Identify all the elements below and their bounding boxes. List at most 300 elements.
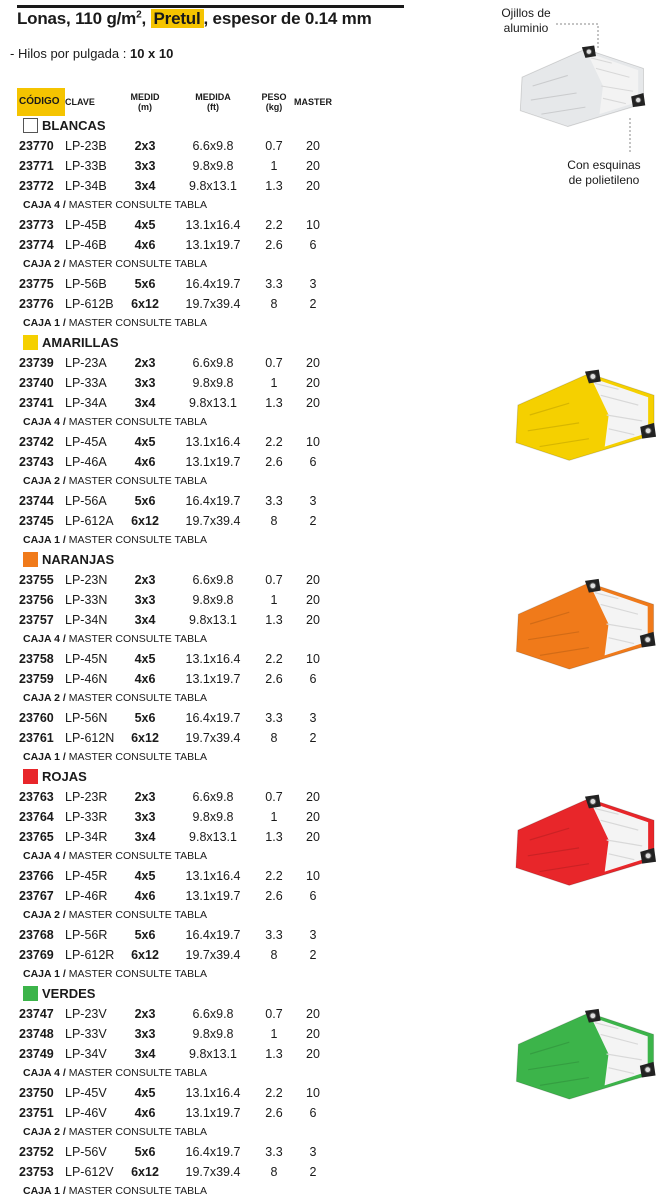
master-qty: 20 xyxy=(306,1047,320,1061)
master-qty: 10 xyxy=(306,1086,320,1100)
product-key: LP-56B xyxy=(65,277,107,291)
master-qty: 10 xyxy=(306,218,320,232)
tarp-image xyxy=(510,1005,658,1103)
product-key: LP-612R xyxy=(65,948,115,962)
weight-kg: 2.6 xyxy=(265,455,283,469)
packing-note xyxy=(17,255,335,274)
table-row xyxy=(17,827,335,847)
packing-note xyxy=(17,1064,335,1083)
table-row xyxy=(17,728,335,748)
table-row xyxy=(17,373,335,393)
note-text: MASTER CONSULTE TABLA xyxy=(68,1185,207,1197)
size-m: 2x3 xyxy=(134,790,156,804)
table-row xyxy=(17,1162,335,1182)
product-key: LP-56V xyxy=(65,1145,107,1159)
size-ft: 13.1x16.4 xyxy=(185,652,241,666)
master-qty: 20 xyxy=(306,790,320,804)
product-code: 23763 xyxy=(19,790,54,804)
product-code: 23776 xyxy=(19,297,54,311)
product-key: LP-45V xyxy=(65,1086,107,1100)
table-header xyxy=(17,88,335,116)
packing-note xyxy=(17,689,335,708)
col-dims: MEDIDA (ft) xyxy=(195,92,231,112)
size-ft: 19.7x39.4 xyxy=(185,1165,241,1179)
product-code: 23761 xyxy=(19,731,54,745)
weight-kg: 2.6 xyxy=(265,1106,283,1120)
weight-kg: 2.6 xyxy=(265,238,283,252)
product-code: 23760 xyxy=(19,711,54,725)
size-m: 4x5 xyxy=(134,218,156,232)
weight-kg: 1 xyxy=(270,376,278,390)
packing-note xyxy=(17,314,335,333)
product-code: 23756 xyxy=(19,593,54,607)
size-m: 5x6 xyxy=(134,711,156,725)
master-qty: 3 xyxy=(309,1145,317,1159)
master-qty: 6 xyxy=(309,238,317,252)
table-row xyxy=(17,274,335,294)
master-qty: 2 xyxy=(309,514,317,528)
col-key: CLAVE xyxy=(65,97,95,107)
size-m: 2x3 xyxy=(134,356,156,370)
packing-note xyxy=(17,748,335,767)
table-row xyxy=(17,353,335,373)
product-code: 23757 xyxy=(19,613,54,627)
size-ft: 9.8x13.1 xyxy=(189,1047,237,1061)
packing-note xyxy=(17,1182,335,1201)
note-box: CAJA 4 / xyxy=(23,633,66,645)
thread-count xyxy=(10,46,173,61)
size-m: 3x3 xyxy=(134,376,156,390)
product-code: 23765 xyxy=(19,830,54,844)
product-code: 23770 xyxy=(19,139,54,153)
table-row xyxy=(17,787,335,807)
product-key: LP-33A xyxy=(65,376,107,390)
section-title: VERDES xyxy=(42,986,96,1001)
product-key: LP-46A xyxy=(65,455,107,469)
product-code: 23767 xyxy=(19,889,54,903)
product-code: 23741 xyxy=(19,396,54,410)
master-qty: 2 xyxy=(309,731,317,745)
note-text: MASTER CONSULTE TABLA xyxy=(68,1126,207,1138)
size-ft: 16.4x19.7 xyxy=(185,711,241,725)
weight-kg: 2.2 xyxy=(265,869,283,883)
master-qty: 6 xyxy=(309,1106,317,1120)
size-ft: 6.6x9.8 xyxy=(192,1007,234,1021)
weight-kg: 2.2 xyxy=(265,1086,283,1100)
product-code: 23771 xyxy=(19,159,54,173)
packing-note xyxy=(17,413,335,432)
product-key: LP-46B xyxy=(65,238,107,252)
product-key: LP-34B xyxy=(65,179,107,193)
table-row xyxy=(17,511,335,531)
note-box: CAJA 1 / xyxy=(23,534,66,546)
master-qty: 20 xyxy=(306,1027,320,1041)
tarp-image xyxy=(506,42,656,130)
product-code: 23745 xyxy=(19,514,54,528)
table-row xyxy=(17,235,335,255)
size-ft: 16.4x19.7 xyxy=(185,928,241,942)
product-key: LP-45B xyxy=(65,218,107,232)
product-code: 23749 xyxy=(19,1047,54,1061)
product-code: 23766 xyxy=(19,869,54,883)
product-key: LP-33N xyxy=(65,593,108,607)
size-ft: 6.6x9.8 xyxy=(192,356,234,370)
product-code: 23740 xyxy=(19,376,54,390)
weight-kg: 0.7 xyxy=(265,1007,283,1021)
weight-kg: 3.3 xyxy=(265,494,283,508)
size-m: 4x6 xyxy=(134,889,156,903)
weight-kg: 2.2 xyxy=(265,652,283,666)
size-m: 3x3 xyxy=(134,159,156,173)
product-key: LP-45N xyxy=(65,652,108,666)
section-title: ROJAS xyxy=(42,769,87,784)
table-body xyxy=(17,116,335,1201)
note-box: CAJA 2 / xyxy=(23,475,66,487)
product-code: 23773 xyxy=(19,218,54,232)
thread-count-label: - Hilos por pulgada : xyxy=(10,46,127,61)
product-code: 23764 xyxy=(19,810,54,824)
weight-kg: 3.3 xyxy=(265,711,283,725)
size-m: 6x12 xyxy=(131,948,159,962)
tarp-image xyxy=(510,790,658,890)
table-row xyxy=(17,452,335,472)
corners-callout: Con esquinas de polietileno xyxy=(567,158,641,187)
table-row xyxy=(17,807,335,827)
size-ft: 9.8x13.1 xyxy=(189,396,237,410)
size-ft: 19.7x39.4 xyxy=(185,514,241,528)
product-code: 23759 xyxy=(19,672,54,686)
note-text: MASTER CONSULTE TABLA xyxy=(68,534,207,546)
product-code: 23775 xyxy=(19,277,54,291)
note-text: MASTER CONSULTE TABLA xyxy=(68,633,207,645)
packing-note xyxy=(17,196,335,215)
note-box: CAJA 4 / xyxy=(23,850,66,862)
thread-count-value: 10 x 10 xyxy=(129,46,174,61)
size-m: 3x3 xyxy=(134,810,156,824)
table-row xyxy=(17,1083,335,1103)
product-code: 23748 xyxy=(19,1027,54,1041)
size-m: 6x12 xyxy=(131,731,159,745)
section-header xyxy=(17,984,335,1004)
size-ft: 13.1x19.7 xyxy=(185,672,241,686)
color-swatch xyxy=(23,118,38,133)
table-row xyxy=(17,176,335,196)
product-code: 23772 xyxy=(19,179,54,193)
product-key: LP-46R xyxy=(65,889,108,903)
product-code: 23774 xyxy=(19,238,54,252)
weight-kg: 1 xyxy=(270,593,278,607)
table-row xyxy=(17,570,335,590)
size-m: 2x3 xyxy=(134,573,156,587)
product-key: LP-34N xyxy=(65,613,108,627)
size-ft: 16.4x19.7 xyxy=(185,494,241,508)
size-m: 6x12 xyxy=(131,297,159,311)
weight-kg: 0.7 xyxy=(265,790,283,804)
size-m: 3x3 xyxy=(134,593,156,607)
product-key: LP-612A xyxy=(65,514,114,528)
weight-kg: 0.7 xyxy=(265,139,283,153)
weight-kg: 2.2 xyxy=(265,218,283,232)
section-title: NARANJAS xyxy=(42,552,115,567)
table-row xyxy=(17,708,335,728)
note-text: MASTER CONSULTE TABLA xyxy=(68,1067,207,1079)
table-row xyxy=(17,294,335,314)
weight-kg: 1 xyxy=(270,810,278,824)
product-code: 23768 xyxy=(19,928,54,942)
size-ft: 9.8x13.1 xyxy=(189,179,237,193)
product-key: LP-56N xyxy=(65,711,108,725)
size-m: 4x5 xyxy=(134,435,156,449)
master-qty: 6 xyxy=(309,455,317,469)
size-m: 2x3 xyxy=(134,139,156,153)
size-ft: 9.8x9.8 xyxy=(192,1027,234,1041)
product-code: 23755 xyxy=(19,573,54,587)
size-m: 3x4 xyxy=(134,179,156,193)
master-qty: 3 xyxy=(309,494,317,508)
product-code: 23750 xyxy=(19,1086,54,1100)
weight-kg: 1.3 xyxy=(265,396,283,410)
size-m: 3x4 xyxy=(134,396,156,410)
size-ft: 9.8x9.8 xyxy=(192,159,234,173)
table-row xyxy=(17,1044,335,1064)
size-ft: 9.8x9.8 xyxy=(192,593,234,607)
master-qty: 10 xyxy=(306,435,320,449)
master-qty: 20 xyxy=(306,810,320,824)
size-m: 4x6 xyxy=(134,672,156,686)
table-row xyxy=(17,945,335,965)
table-row xyxy=(17,1004,335,1024)
size-m: 4x6 xyxy=(134,455,156,469)
master-qty: 20 xyxy=(306,593,320,607)
packing-note xyxy=(17,906,335,925)
product-code: 23769 xyxy=(19,948,54,962)
tarp-image xyxy=(510,365,658,465)
weight-kg: 3.3 xyxy=(265,1145,283,1159)
product-key: LP-23R xyxy=(65,790,108,804)
product-key: LP-34R xyxy=(65,830,108,844)
table-row xyxy=(17,215,335,235)
size-m: 4x5 xyxy=(134,869,156,883)
weight-kg: 8 xyxy=(270,948,278,962)
master-qty: 20 xyxy=(306,139,320,153)
product-key: LP-56R xyxy=(65,928,108,942)
size-ft: 6.6x9.8 xyxy=(192,573,234,587)
size-ft: 9.8x13.1 xyxy=(189,830,237,844)
weight-kg: 8 xyxy=(270,297,278,311)
table-row xyxy=(17,1103,335,1123)
color-swatch xyxy=(23,769,38,784)
master-qty: 2 xyxy=(309,948,317,962)
product-code: 23758 xyxy=(19,652,54,666)
product-key: LP-56A xyxy=(65,494,107,508)
size-m: 6x12 xyxy=(131,1165,159,1179)
table-row xyxy=(17,432,335,452)
note-box: CAJA 1 / xyxy=(23,968,66,980)
note-box: CAJA 1 / xyxy=(23,751,66,763)
col-size: MEDID (m) xyxy=(130,92,160,112)
product-key: LP-46V xyxy=(65,1106,107,1120)
master-qty: 20 xyxy=(306,1007,320,1021)
weight-kg: 1.3 xyxy=(265,179,283,193)
size-ft: 13.1x16.4 xyxy=(185,869,241,883)
weight-kg: 2.2 xyxy=(265,435,283,449)
master-qty: 20 xyxy=(306,830,320,844)
size-ft: 13.1x16.4 xyxy=(185,1086,241,1100)
size-m: 6x12 xyxy=(131,514,159,528)
packing-note xyxy=(17,531,335,550)
table-row xyxy=(17,156,335,176)
note-text: MASTER CONSULTE TABLA xyxy=(68,968,207,980)
note-box: CAJA 2 / xyxy=(23,258,66,270)
table-row xyxy=(17,590,335,610)
size-m: 3x3 xyxy=(134,1027,156,1041)
product-key: LP-34V xyxy=(65,1047,107,1061)
note-box: CAJA 1 / xyxy=(23,1185,66,1197)
product-key: LP-33B xyxy=(65,159,107,173)
master-qty: 2 xyxy=(309,297,317,311)
weight-kg: 2.6 xyxy=(265,889,283,903)
brand-highlight: Pretul xyxy=(151,9,204,28)
product-key: LP-612V xyxy=(65,1165,114,1179)
product-key: LP-46N xyxy=(65,672,108,686)
size-ft: 13.1x19.7 xyxy=(185,889,241,903)
size-m: 3x4 xyxy=(134,1047,156,1061)
product-key: LP-23N xyxy=(65,573,108,587)
weight-kg: 1.3 xyxy=(265,1047,283,1061)
size-ft: 16.4x19.7 xyxy=(185,1145,241,1159)
note-box: CAJA 2 / xyxy=(23,1126,66,1138)
weight-kg: 8 xyxy=(270,514,278,528)
note-text: MASTER CONSULTE TABLA xyxy=(68,850,207,862)
size-m: 5x6 xyxy=(134,1145,156,1159)
note-text: MASTER CONSULTE TABLA xyxy=(68,751,207,763)
weight-kg: 2.6 xyxy=(265,672,283,686)
title-suffix: , espesor de 0.14 mm xyxy=(203,9,372,28)
packing-note xyxy=(17,630,335,649)
weight-kg: 3.3 xyxy=(265,928,283,942)
product-key: LP-33V xyxy=(65,1027,107,1041)
master-qty: 20 xyxy=(306,179,320,193)
size-ft: 16.4x19.7 xyxy=(185,277,241,291)
size-ft: 19.7x39.4 xyxy=(185,731,241,745)
note-box: CAJA 4 / xyxy=(23,416,66,428)
weight-kg: 1 xyxy=(270,1027,278,1041)
product-code: 23739 xyxy=(19,356,54,370)
tarp-image xyxy=(510,575,658,673)
size-m: 5x6 xyxy=(134,494,156,508)
packing-note xyxy=(17,1123,335,1142)
size-m: 5x6 xyxy=(134,928,156,942)
size-ft: 6.6x9.8 xyxy=(192,139,234,153)
size-m: 4x5 xyxy=(134,1086,156,1100)
product-code: 23742 xyxy=(19,435,54,449)
product-table xyxy=(17,88,335,1201)
master-qty: 20 xyxy=(306,573,320,587)
table-row xyxy=(17,136,335,156)
master-qty: 3 xyxy=(309,277,317,291)
section-header xyxy=(17,767,335,787)
weight-kg: 8 xyxy=(270,731,278,745)
size-m: 4x5 xyxy=(134,652,156,666)
size-ft: 9.8x9.8 xyxy=(192,376,234,390)
note-text: MASTER CONSULTE TABLA xyxy=(68,909,207,921)
size-ft: 13.1x19.7 xyxy=(185,1106,241,1120)
note-box: CAJA 4 / xyxy=(23,199,66,211)
size-ft: 9.8x13.1 xyxy=(189,613,237,627)
weight-kg: 1 xyxy=(270,159,278,173)
section-header xyxy=(17,116,335,136)
note-box: CAJA 2 / xyxy=(23,692,66,704)
weight-kg: 1.3 xyxy=(265,830,283,844)
size-m: 4x6 xyxy=(134,1106,156,1120)
product-code: 23744 xyxy=(19,494,54,508)
product-key: LP-612N xyxy=(65,731,115,745)
note-text: MASTER CONSULTE TABLA xyxy=(68,416,207,428)
note-text: MASTER CONSULTE TABLA xyxy=(68,317,207,329)
note-text: MASTER CONSULTE TABLA xyxy=(68,258,207,270)
table-row xyxy=(17,1142,335,1162)
product-code: 23752 xyxy=(19,1145,54,1159)
size-m: 4x6 xyxy=(134,238,156,252)
product-key: LP-23A xyxy=(65,356,107,370)
product-key: LP-23B xyxy=(65,139,107,153)
col-weight: PESO (kg) xyxy=(261,92,287,112)
product-key: LP-23V xyxy=(65,1007,107,1021)
size-ft: 19.7x39.4 xyxy=(185,297,241,311)
section-header xyxy=(17,550,335,570)
size-ft: 13.1x16.4 xyxy=(185,218,241,232)
table-row xyxy=(17,866,335,886)
master-qty: 20 xyxy=(306,613,320,627)
product-key: LP-33R xyxy=(65,810,108,824)
color-swatch xyxy=(23,552,38,567)
title-superscript: 2 xyxy=(136,9,142,21)
table-row xyxy=(17,669,335,689)
col-master: MASTER xyxy=(294,97,332,107)
note-text: MASTER CONSULTE TABLA xyxy=(68,199,207,211)
table-row xyxy=(17,393,335,413)
weight-kg: 8 xyxy=(270,1165,278,1179)
master-qty: 6 xyxy=(309,672,317,686)
master-qty: 20 xyxy=(306,376,320,390)
color-swatch xyxy=(23,986,38,1001)
product-key: LP-34A xyxy=(65,396,107,410)
table-row xyxy=(17,491,335,511)
product-key: LP-45R xyxy=(65,869,108,883)
product-code: 23753 xyxy=(19,1165,54,1179)
title-rule xyxy=(17,5,404,8)
weight-kg: 0.7 xyxy=(265,573,283,587)
size-ft: 13.1x19.7 xyxy=(185,455,241,469)
size-ft: 9.8x9.8 xyxy=(192,810,234,824)
table-row xyxy=(17,649,335,669)
title-prefix: Lonas, 110 g/m xyxy=(17,9,137,28)
col-code: CÓDIGO xyxy=(17,88,65,116)
weight-kg: 1.3 xyxy=(265,613,283,627)
note-text: MASTER CONSULTE TABLA xyxy=(68,475,207,487)
weight-kg: 3.3 xyxy=(265,277,283,291)
table-row xyxy=(17,1024,335,1044)
note-box: CAJA 4 / xyxy=(23,1067,66,1079)
packing-note xyxy=(17,472,335,491)
size-m: 5x6 xyxy=(134,277,156,291)
size-m: 2x3 xyxy=(134,1007,156,1021)
title-comma: , xyxy=(141,9,146,28)
product-key: LP-612B xyxy=(65,297,114,311)
size-ft: 13.1x16.4 xyxy=(185,435,241,449)
section-header xyxy=(17,333,335,353)
weight-kg: 0.7 xyxy=(265,356,283,370)
